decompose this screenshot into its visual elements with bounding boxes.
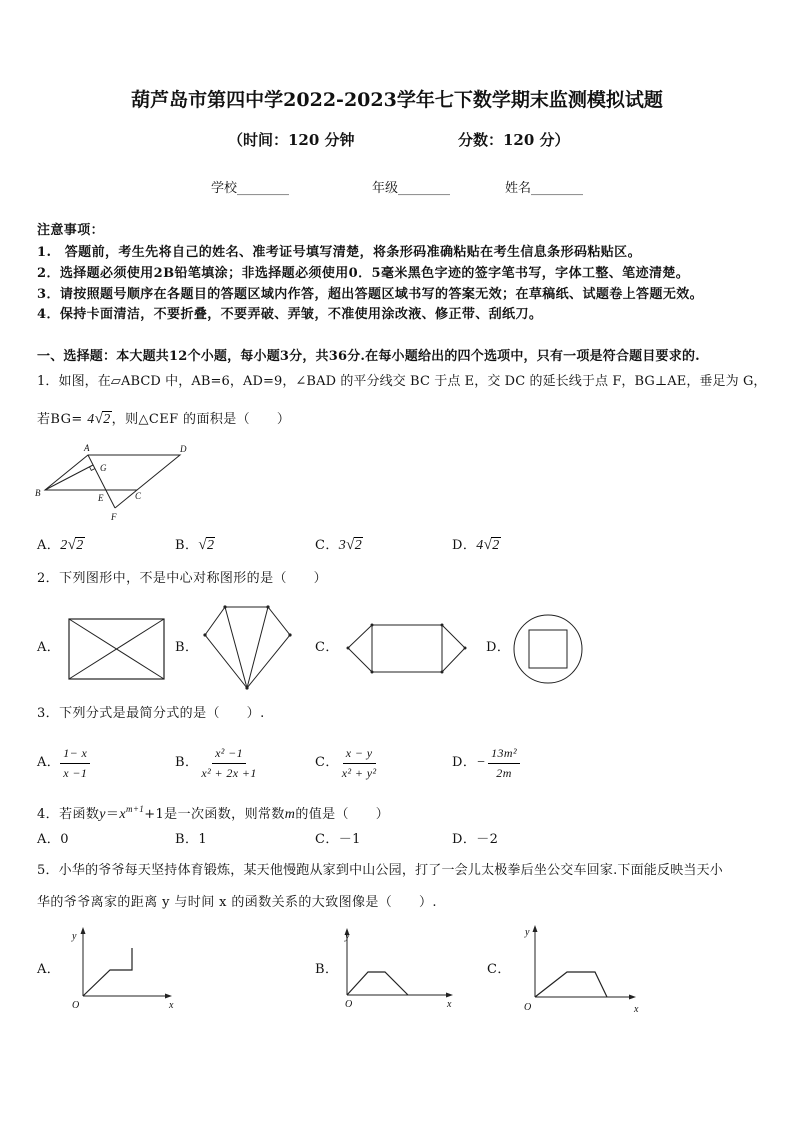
- exam-score: 分数：120 分）: [458, 131, 570, 149]
- option-letter: A．: [37, 755, 61, 770]
- q4-option-b: [175, 831, 207, 849]
- label-e: E: [98, 493, 104, 503]
- q1-stem-post: ，则△CEF 的面积是（ ）: [111, 412, 291, 427]
- grade-blank: ________: [398, 181, 451, 196]
- option-letter: B．: [175, 538, 199, 553]
- note-item: 2．选择题必须使用2B铅笔填涂；非选择题必须使用0．5毫米黑色字迹的签字笔书写，字体工整、笔迹清楚。: [37, 266, 690, 281]
- q4-stem: [37, 800, 389, 824]
- q5-option-c-letter: C．: [487, 962, 511, 977]
- name-label: 姓名: [505, 181, 532, 196]
- numerator: x² −1: [212, 746, 246, 764]
- note-item: 1. 答题前，考生先将自己的姓名、准考证号填写清楚，将条形码准确粘贴在考生信息条形码粘贴区。: [37, 245, 641, 260]
- vertex-dot: [371, 624, 374, 627]
- note-item: 3．请按照题号顺序在各题目的答题区域内作答，超出答题区域书写的答案无效；在草稿纸、试题卷上答题无效。: [37, 287, 704, 302]
- x-axis-label: x: [169, 1000, 174, 1011]
- y-axis-label: y: [525, 927, 530, 938]
- option-value: 1: [198, 832, 208, 847]
- q1-stem-pre: 若BG=: [37, 412, 88, 427]
- constant-m: m: [284, 807, 296, 822]
- q5-option-b-letter: B．: [315, 962, 339, 977]
- square-shape: [529, 630, 567, 668]
- power-exponent: m+1: [125, 804, 145, 814]
- q4-option-d: [452, 831, 498, 849]
- note-item: 4．保持卡面清洁，不要折叠，不要弄破、弄皱，不准使用涂改液、修正带、刮纸刀。: [37, 307, 543, 322]
- numerator: 1− x: [60, 746, 90, 764]
- radical-sign: √: [483, 537, 493, 553]
- q2-option-a-figure: [68, 618, 168, 682]
- parallelogram-abcd: [45, 455, 180, 490]
- option-letter: D．: [452, 832, 477, 847]
- segment-cf: [115, 490, 137, 508]
- denominator: 2m: [496, 765, 512, 780]
- school-label: 学校: [211, 181, 238, 196]
- option-letter: A．: [37, 538, 61, 553]
- q2-option-d-figure: [511, 612, 585, 686]
- fan-outline: [205, 607, 290, 688]
- option-letter: B．: [175, 832, 199, 847]
- q3-option-c: [315, 744, 380, 782]
- q1-stem-radicand: 2: [103, 412, 111, 427]
- grade-field: [372, 180, 450, 198]
- name-field: [505, 180, 583, 198]
- label-f: F: [111, 512, 117, 522]
- q2-option-b-figure: [200, 603, 295, 693]
- q1-stem-line2: [37, 410, 290, 429]
- power-base: x: [119, 807, 126, 822]
- denominator: x² + 2x +1: [201, 765, 257, 780]
- name-blank: ________: [531, 181, 584, 196]
- label-g: G: [100, 463, 107, 473]
- option-sign: −: [476, 755, 487, 770]
- option-letter: C．: [315, 755, 339, 770]
- option-radicand: 2: [492, 538, 500, 553]
- y-axis-label: y: [72, 931, 77, 942]
- radical-sign: √: [346, 537, 355, 553]
- vertex-dot: [347, 647, 350, 650]
- distance-time-curve: [535, 972, 607, 997]
- numerator: x − y: [343, 746, 376, 764]
- q2-option-a-letter: A．: [37, 640, 61, 655]
- option-value: 0: [60, 832, 69, 847]
- origin-label: O: [524, 1002, 532, 1013]
- y-axis-arrow: [81, 927, 86, 934]
- q3-option-a: [37, 744, 90, 782]
- q4-option-c: [315, 831, 361, 849]
- q4-stem-post: 的值是（ ）: [295, 807, 390, 822]
- fraction: [339, 746, 380, 781]
- denominator: x² + y²: [341, 765, 377, 780]
- q5-option-c-graph: [515, 920, 645, 1016]
- numerator: 13m²: [488, 746, 520, 764]
- denominator: x −1: [63, 765, 88, 780]
- q3-option-d: [452, 744, 520, 782]
- y-axis-arrow: [533, 925, 538, 932]
- vertex-dot: [371, 671, 374, 674]
- distance-time-curve: [83, 948, 132, 996]
- section-header: 一、选择题：本大题共12个小题，每小题3分，共36分.在每小题给出的四个选项中，只有一项是符合题目要求的.: [37, 349, 700, 364]
- option-value: －2: [476, 832, 499, 847]
- option-letter: D．: [452, 755, 477, 770]
- x-axis-arrow: [165, 994, 172, 999]
- q5-option-a-letter: A．: [37, 962, 61, 977]
- q1-option-c: [315, 536, 363, 555]
- q4-stem-pre: 4．若函数: [37, 807, 100, 822]
- segment-bg: [45, 465, 93, 490]
- q1-stem-line1: 1．如图，在▱ABCD 中，AB=6，AD=9，∠BAD 的平分线交 BC 于点 E，交 DC 的延长线于点 F，BG⊥AE，垂足为 G，: [37, 374, 767, 389]
- vertex-dot: [245, 686, 248, 689]
- notes-heading: 注意事项：: [37, 223, 105, 238]
- vertex-dot: [223, 605, 226, 608]
- q4-stem-mid: +1是一次函数，则常数: [144, 807, 285, 822]
- q2-option-b-letter: B．: [175, 640, 199, 655]
- option-radicand: 2: [354, 538, 363, 553]
- fan-line: [225, 607, 247, 688]
- q1-option-d: [452, 536, 501, 555]
- distance-time-curve: [347, 972, 408, 995]
- circle-shape: [514, 615, 582, 683]
- fraction: [198, 746, 259, 781]
- q5-option-b-graph: [335, 925, 460, 1013]
- vertex-dot: [464, 647, 467, 650]
- hexagon-outline: [348, 625, 465, 672]
- option-radicand: 2: [76, 538, 84, 553]
- option-coef: 3: [338, 538, 347, 553]
- y-axis-label: y: [345, 931, 350, 942]
- grade-label: 年级: [372, 181, 399, 196]
- vertex-dot: [288, 633, 291, 636]
- radical-sign: √: [67, 537, 77, 553]
- q1-option-b: [175, 536, 215, 555]
- radical-sign: √: [198, 537, 207, 553]
- q1-parallelogram-figure: [30, 440, 200, 528]
- label-c: C: [135, 491, 142, 501]
- q1-option-a: [37, 536, 85, 555]
- option-coef: 2: [60, 538, 68, 553]
- school-blank: ________: [237, 181, 290, 196]
- vertex-dot: [441, 671, 444, 674]
- q2-option-c-figure: [345, 620, 470, 676]
- fraction: [488, 746, 520, 781]
- option-letter: C．: [315, 832, 339, 847]
- label-b: B: [35, 488, 41, 498]
- vertex-dot: [441, 624, 444, 627]
- exam-time: （时间：120 分钟: [228, 131, 355, 149]
- q2-option-c-letter: C．: [315, 640, 339, 655]
- q4-option-a: [37, 831, 69, 849]
- page-title: 葫芦岛市第四中学2022-2023学年七下数学期末监测模拟试题: [131, 89, 663, 111]
- vertex-dot: [203, 633, 206, 636]
- q5-stem-line1: 5．小华的爷爷每天坚持体育锻炼，某天他慢跑从家到中山公园，打了一会儿太极拳后坐公交车回家.下面能反映当天小: [37, 863, 724, 878]
- label-a: A: [84, 443, 90, 453]
- origin-label: O: [345, 999, 353, 1010]
- q2-option-d-letter: D．: [486, 640, 511, 655]
- origin-label: O: [72, 1000, 80, 1011]
- equals-sign: ＝: [105, 807, 120, 822]
- q3-stem: 3．下列分式是最简分式的是（ ）.: [37, 706, 265, 721]
- school-field: [211, 180, 289, 198]
- fraction: [60, 746, 90, 781]
- q5-option-a-graph: [65, 925, 180, 1013]
- q5-stem-line2: 华的爷爷离家的距离 y 与时间 x 的函数关系的大致图像是（ ）.: [37, 895, 437, 910]
- option-coef: 4: [476, 538, 484, 553]
- q1-stem-coef: 4: [87, 412, 95, 427]
- option-letter: B．: [175, 755, 199, 770]
- option-letter: A．: [37, 832, 61, 847]
- function-y: y: [99, 807, 106, 822]
- q3-option-b: [175, 744, 260, 782]
- x-axis-label: x: [447, 999, 452, 1010]
- x-axis-label: x: [634, 1004, 639, 1015]
- x-axis-arrow: [446, 993, 453, 998]
- option-letter: D．: [452, 538, 477, 553]
- option-radicand: 2: [207, 538, 215, 553]
- label-d: D: [180, 444, 187, 454]
- vertex-dot: [266, 605, 269, 608]
- option-letter: C．: [315, 538, 339, 553]
- q2-stem: 2．下列图形中，不是中心对称图形的是（ ）: [37, 571, 328, 586]
- option-value: －1: [338, 832, 361, 847]
- radical-sign: √: [94, 411, 104, 427]
- x-axis-arrow: [629, 995, 636, 1000]
